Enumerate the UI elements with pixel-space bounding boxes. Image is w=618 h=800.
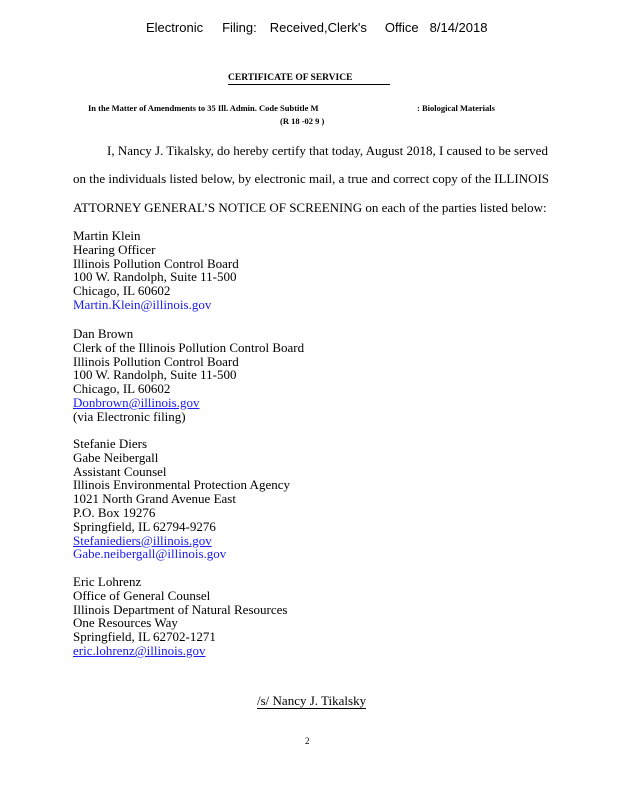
recipient-city: Springfield, IL 62794-9276 (73, 518, 216, 534)
recipient-name: Eric Lohrenz (73, 574, 142, 589)
recipient-name-2: Gabe Neibergall (73, 449, 159, 465)
recipient-title: Office of General Counsel (73, 587, 211, 603)
certification-paragraph-line-2: on the individuals listed below, by electronic mail, a true and correct copy of the ILLINOIS (73, 171, 550, 186)
document-title: CERTIFICATE OF SERVICE (228, 73, 390, 85)
filing-stamp-part-4: Office (384, 20, 419, 35)
recipient-po-box: P.O. Box 19276 (73, 504, 156, 520)
recipient-organization: Illinois Pollution Control Board (73, 353, 239, 369)
rulemaking-number: (R 18 -02 9 ) (280, 116, 325, 126)
filing-stamp-part-1: Electronic (146, 20, 204, 35)
recipient-street: One Resources Way (73, 615, 178, 631)
page-number: 2 (305, 736, 310, 746)
recipient-city: Springfield, IL 62702-1271 (73, 629, 216, 645)
signature-line (257, 693, 366, 709)
recipient-email-link-2[interactable]: Gabe.neibergall@illinois.gov (73, 546, 227, 562)
recipient-name: Stefanie Diers (73, 436, 148, 451)
recipient-block-brown (73, 327, 304, 424)
filing-stamp-date: 8/14/2018 (429, 20, 488, 35)
filing-stamp-part-3: Received,Clerk's (269, 20, 367, 35)
delivery-note: (via Electronic filing) (73, 408, 186, 424)
certification-paragraph-line-3: ATTORNEY GENERAL’S NOTICE OF SCREENING on each of the parties listed below: (73, 200, 547, 215)
recipient-email-link[interactable]: Donbrown@illinois.gov (73, 394, 200, 410)
recipient-organization: Illinois Department of Natural Resources (73, 601, 288, 617)
recipient-block-lohrenz (73, 575, 287, 658)
recipient-city: Chicago, IL 60602 (73, 381, 171, 397)
recipient-block-diers (73, 437, 290, 561)
recipient-email-link[interactable]: eric.lohrenz@illinois.gov (73, 642, 206, 658)
recipient-street: 100 W. Randolph, Suite 11-500 (73, 367, 237, 383)
recipient-title: Clerk of the Illinois Pollution Control Board (73, 339, 305, 355)
recipient-street: 100 W. Randolph, Suite 11-500 (73, 269, 237, 285)
matter-caption (88, 103, 508, 113)
matter-caption-left: In the Matter of Amendments to 35 Ill. Admin. Code Subtitle M (88, 103, 319, 113)
recipient-email-link[interactable]: Stefaniediers@illinois.gov (73, 532, 212, 548)
recipient-organization: Illinois Environmental Protection Agency (73, 477, 290, 493)
recipient-email-link[interactable]: Martin.Klein@illinois.gov (73, 296, 212, 312)
filing-stamp-part-2: Filing: (222, 20, 257, 35)
recipient-organization: Illinois Pollution Control Board (73, 255, 239, 271)
matter-caption-right: : Biological Materials (417, 103, 495, 113)
recipient-name: Dan Brown (73, 326, 134, 341)
recipient-title: Assistant Counsel (73, 463, 167, 479)
filing-stamp-header (146, 20, 487, 35)
signature-underline (257, 708, 366, 709)
recipient-name: Martin Klein (73, 228, 141, 243)
recipient-block-klein (73, 229, 239, 312)
recipient-street: 1021 North Grand Avenue East (73, 491, 236, 507)
certification-paragraph-line-1: I, Nancy J. Tikalsky, do hereby certify that today, August 2018, I caused to be served (107, 143, 548, 158)
recipient-title: Hearing Officer (73, 241, 156, 257)
recipient-city: Chicago, IL 60602 (73, 283, 171, 299)
signature-text: /s/ Nancy J. Tikalsky (257, 693, 367, 708)
